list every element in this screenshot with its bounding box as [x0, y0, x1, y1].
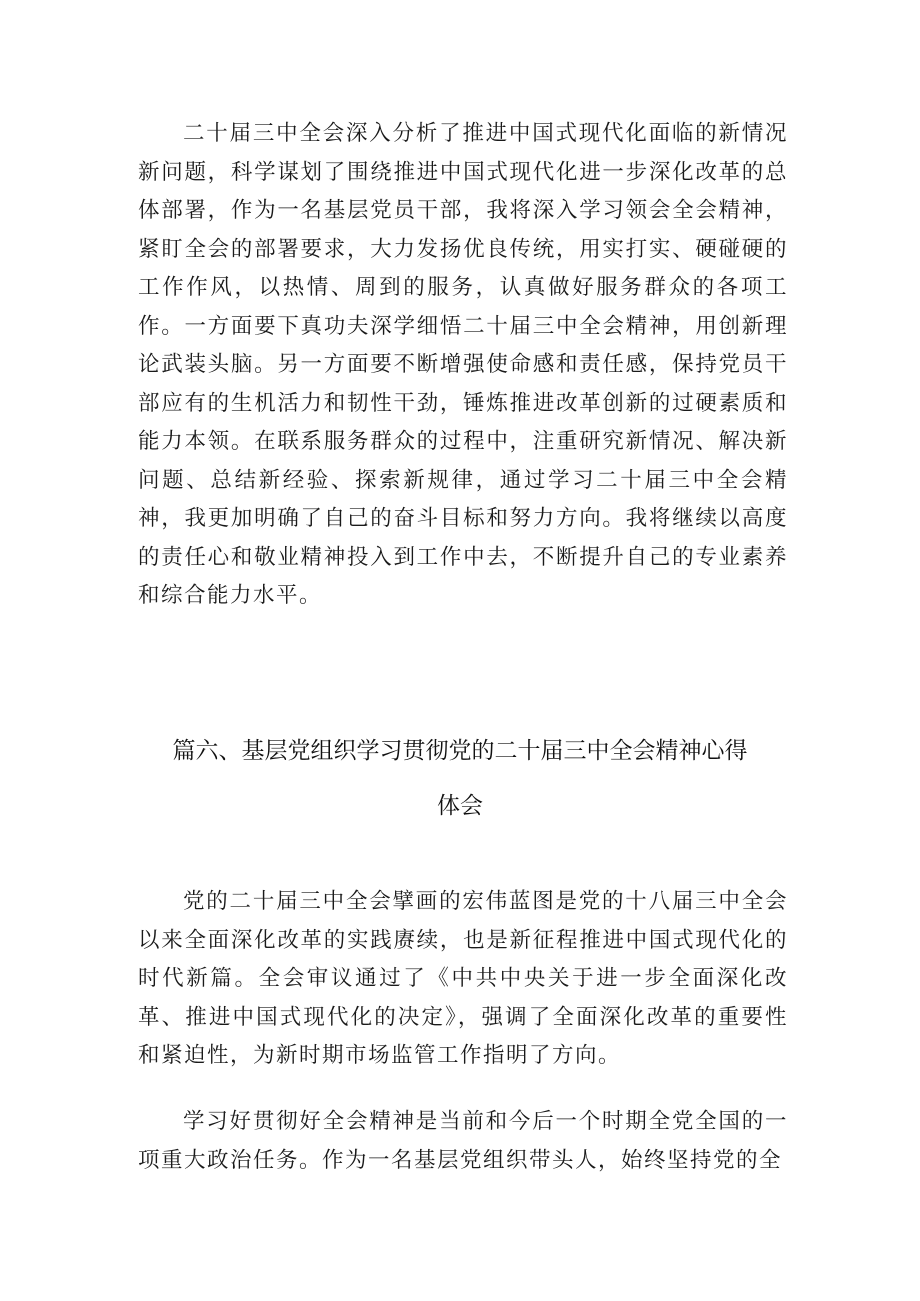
section-heading: 篇六、基层党组织学习贯彻党的二十届三中全会精神心得 [172, 738, 748, 764]
section-heading-continuation: 体会 [437, 793, 483, 819]
body-paragraph: 学习好贯彻好全会精神是当前和今后一个时期全党全国的一项重大政治任务。作为一名基层党组织带头人，始终坚持党的全 [138, 1109, 788, 1173]
body-paragraph: 二十届三中全会深入分析了推进中国式现代化面临的新情况新问题，科学谋划了围绕推进中国式现代化进一步深化改革的总体部署，作为一名基层党员干部，我将深入学习领会全会精神，紧盯全会的部署要求，大力发扬优良传统，用实打实、硬碰硬的工作作风，以热情、周到的服务，认真做好服务群众的各项工作。一方面要下真功夫深学细悟二十届三中全会精神，用创新理论武装头脑。另一方面要不断增强使命感和责任感，保持党员干部应有的生机活力和韧性干劲，锤炼推进改革创新的过硬素质和能力本领。在联系服务群众的过程中，注重研究新情况、解决新问题、总结新经验、探索新规律，通过学习二十届三中全会精神，我更加明确了自己的奋斗目标和努力方向。我将继续以高度的责任心和敬业精神投入到工作中去，不断提升自己的专业素养和综合能力水平。 [138, 121, 788, 608]
body-paragraph: 党的二十届三中全会擘画的宏伟蓝图是党的十八届三中全会以来全面深化改革的实践赓续，也是新征程推进中国式现代化的时代新篇。全会审议通过了《中共中央关于进一步全面深化改革、推进中国式现代化的决定》，强调了全面深化改革的重要性和紧迫性，为新时期市场监管工作指明了方向。 [138, 889, 788, 1068]
